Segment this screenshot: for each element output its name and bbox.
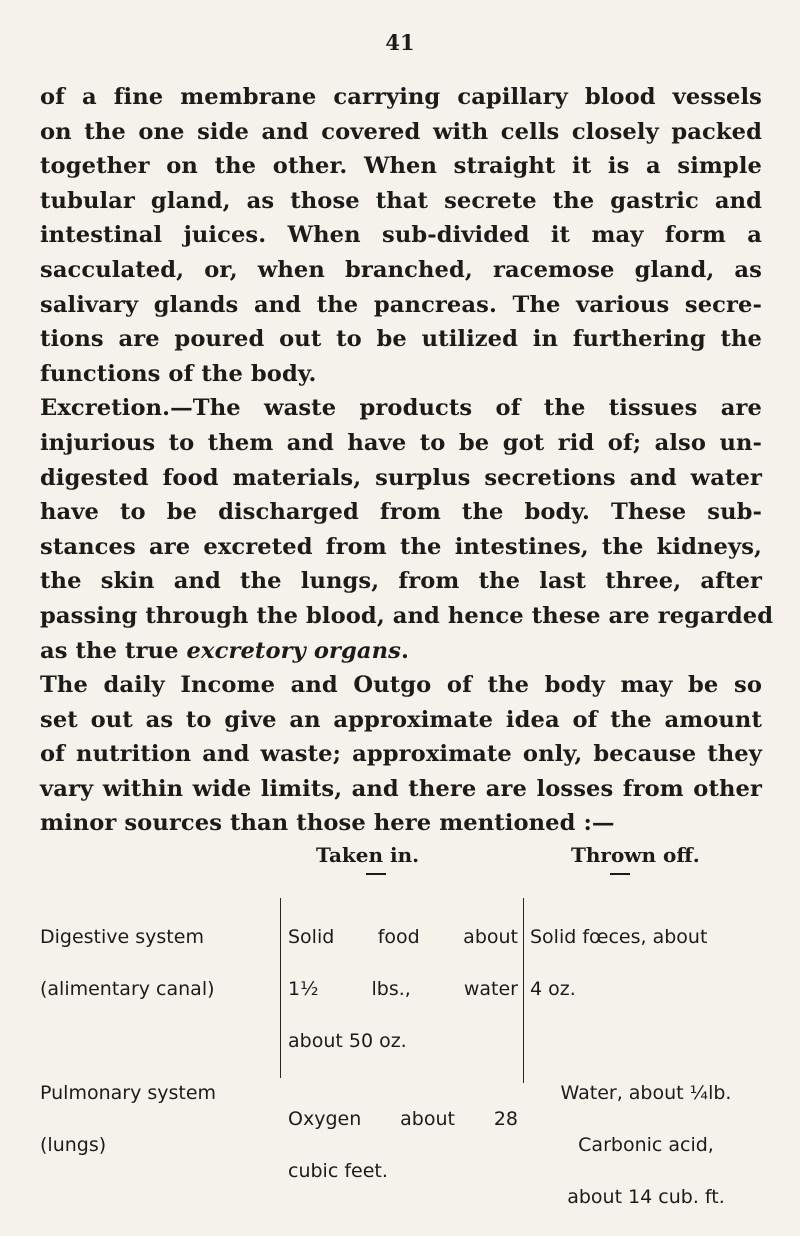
header-taken-in: Taken in. bbox=[316, 843, 420, 867]
cell-line: Digestive system bbox=[40, 926, 204, 948]
table-cell bbox=[40, 898, 278, 1028]
table-cell bbox=[530, 1054, 762, 1236]
header-thrown-off: Thrown off. bbox=[571, 843, 700, 867]
header-rule bbox=[610, 873, 630, 875]
text-line: salivary glands and the pancreas. The various secre- bbox=[40, 291, 762, 318]
text-line: The daily Income and Outgo of the body may be so bbox=[40, 672, 762, 699]
text-line: intestinal juices. When sub-divided it may form a bbox=[40, 222, 762, 249]
text-line: of nutrition and waste; approximate only, because they bbox=[40, 741, 762, 768]
table-cell bbox=[288, 1080, 518, 1210]
cell-line: (alimentary canal) bbox=[40, 978, 215, 1000]
body-text bbox=[40, 80, 774, 841]
text-line: vary within wide limits, and there are losses from other bbox=[40, 775, 762, 802]
column-divider bbox=[280, 898, 281, 1078]
cell-line: Water, about ¼lb. bbox=[560, 1082, 732, 1104]
text-line: functions of the body. bbox=[40, 360, 317, 387]
thrown-off-column bbox=[530, 898, 762, 1236]
cell-line: about 14 cub. ft. bbox=[567, 1186, 725, 1208]
table-cell bbox=[40, 1054, 278, 1184]
header-rule bbox=[366, 873, 386, 875]
income-outgo-table bbox=[40, 898, 762, 1208]
text-line: digested food materials, surplus secretions and water bbox=[40, 464, 762, 491]
text-line: set out as to give an approximate idea of the amount bbox=[40, 706, 762, 733]
text-line bbox=[40, 634, 762, 669]
taken-in-column bbox=[288, 898, 518, 1210]
text-line: have to be discharged from the body. These sub- bbox=[40, 499, 762, 526]
cell-line: Solid food about bbox=[288, 926, 518, 948]
text-line: of a fine membrane carrying capillary blood vessels bbox=[40, 84, 762, 110]
text-line: tubular gland, as those that secrete the gastric and bbox=[40, 187, 762, 214]
cell-line: Pulmonary system bbox=[40, 1082, 217, 1104]
page-number: 41 bbox=[385, 30, 415, 55]
text-line: passing through the blood, and hence these are regarded bbox=[40, 602, 774, 629]
cell-line: (lungs) bbox=[40, 1134, 107, 1156]
text-run: as the true bbox=[40, 637, 187, 664]
text-line: Excretion.—The waste products of the tissues are bbox=[40, 395, 762, 422]
cell-line: Oxygen about 28 bbox=[288, 1108, 518, 1130]
table-headers bbox=[0, 843, 800, 877]
text-line: on the one side and covered with cells closely packed bbox=[40, 118, 762, 145]
text-line: minor sources than those here mentioned :— bbox=[40, 810, 615, 837]
cell-line: Carbonic acid, bbox=[578, 1134, 714, 1156]
table-cell bbox=[530, 898, 762, 1028]
text-line: sacculated, or, when branched, racemose gland, as bbox=[40, 256, 762, 283]
system-column bbox=[40, 898, 278, 1184]
column-divider bbox=[523, 898, 524, 1083]
emphasis-text: excretory organs bbox=[186, 637, 401, 664]
cell-line: 1½ lbs., water bbox=[288, 978, 518, 1000]
text-line: together on the other. When straight it is a simple bbox=[40, 153, 762, 180]
table-cell bbox=[288, 898, 518, 1080]
cell-line: about 50 oz. bbox=[288, 1030, 407, 1052]
cell-line: 4 oz. bbox=[530, 978, 576, 1000]
text-line: injurious to them and have to be got rid of; also un- bbox=[40, 429, 762, 456]
text-line: the skin and the lungs, from the last three, after bbox=[40, 568, 762, 595]
cell-line: Solid fœces, about bbox=[530, 926, 708, 948]
text-line: stances are excreted from the intestines, the kidneys, bbox=[40, 533, 762, 560]
text-line: tions are poured out to be utilized in furthering the bbox=[40, 326, 762, 353]
text-run: . bbox=[401, 637, 409, 664]
cell-line: cubic feet. bbox=[288, 1160, 388, 1182]
